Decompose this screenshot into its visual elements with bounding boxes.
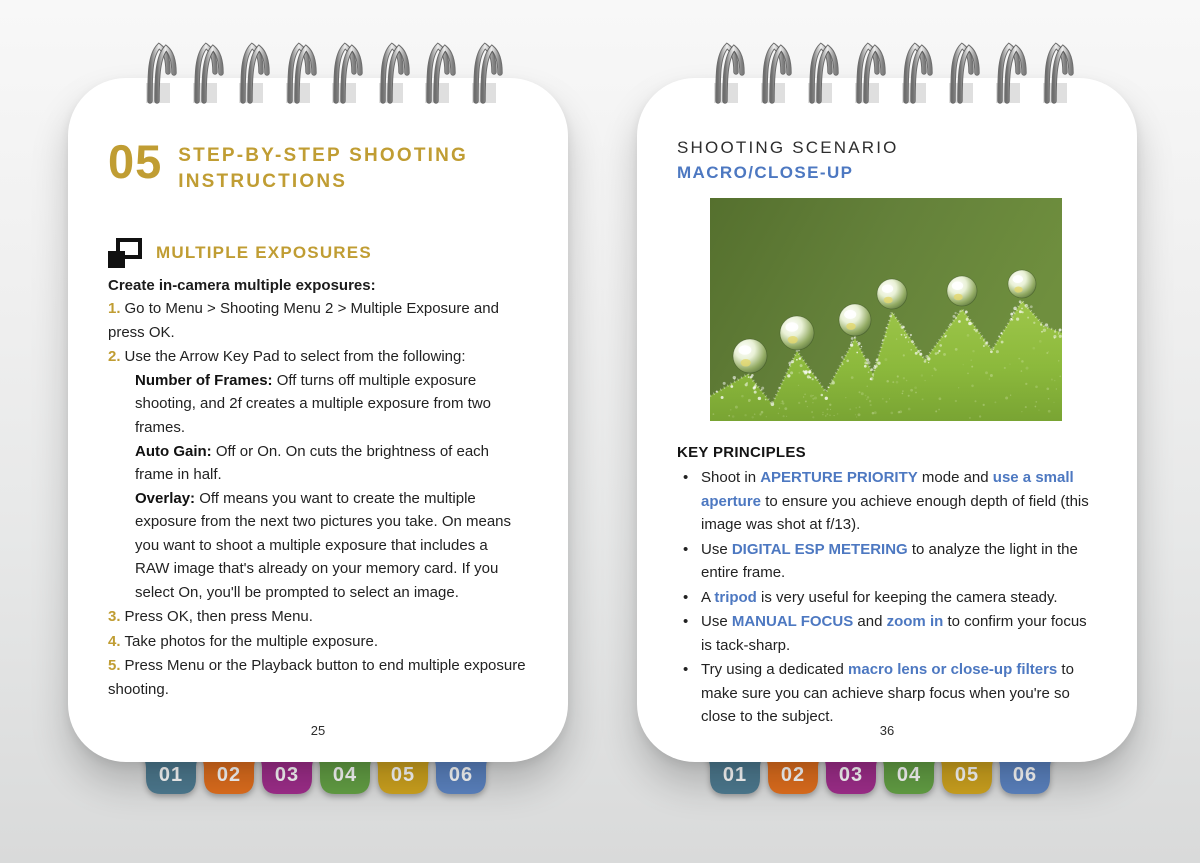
svg-text:03: 03 xyxy=(838,764,864,786)
chapter-number: 05 xyxy=(108,135,163,188)
step-item: 3. Press OK, then press Menu. xyxy=(108,608,313,626)
numbered-steps xyxy=(108,297,526,701)
step-detail: Overlay: Off means you want to create the multiple exposure from the next two pictures you take. On means you want to shoot a multiple exposure that includes a RAW image that's already on your memory card. If you select On, you'll be prompted to select an image. xyxy=(135,489,512,601)
water-droplet xyxy=(877,279,907,309)
water-droplet xyxy=(780,316,814,350)
page-number-left: 25 xyxy=(310,723,326,738)
key-principle-item: • A tripod is very useful for keeping the camera steady. xyxy=(677,586,1095,610)
step-number: 4. xyxy=(108,632,121,650)
section-intro: Create in-camera multiple exposures: xyxy=(108,277,376,295)
page-number-right: 36 xyxy=(879,723,895,738)
svg-text:01: 01 xyxy=(158,764,184,786)
svg-text:05: 05 xyxy=(954,764,980,786)
key-principles-heading: KEY PRINCIPLES xyxy=(677,444,806,461)
step-number: 2. xyxy=(108,348,121,366)
chapter-title: STEP-BY-STEP SHOOTING INSTRUCTIONS xyxy=(178,145,469,192)
water-droplet xyxy=(733,339,767,373)
water-droplet xyxy=(1008,270,1036,298)
water-droplet xyxy=(947,276,977,306)
section-title: MULTIPLE EXPOSURES xyxy=(156,243,372,263)
key-principle-item: • Use DIGITAL ESP METERING to analyze the light in the entire frame. xyxy=(677,538,1095,585)
svg-text:03: 03 xyxy=(274,764,300,786)
icon-frame-solid xyxy=(108,251,125,268)
svg-text:05: 05 xyxy=(390,764,416,786)
svg-text:02: 02 xyxy=(780,764,806,786)
svg-text:06: 06 xyxy=(1012,764,1038,786)
left-page xyxy=(68,78,568,762)
svg-text:04: 04 xyxy=(896,764,922,786)
step-detail: Auto Gain: Off or On. On cuts the brightness of each frame in half. xyxy=(135,442,490,484)
step-number: 1. xyxy=(108,300,121,318)
step-number: 3. xyxy=(108,608,121,626)
key-principle-item: • Try using a dedicated macro lens or close-up filters to make sure you can achieve sharp focus when you're so close to the subject. xyxy=(677,658,1095,729)
water-droplet xyxy=(839,304,871,336)
svg-text:02: 02 xyxy=(216,764,242,786)
step-item: 4. Take photos for the multiple exposure. xyxy=(108,632,378,650)
key-principles-list xyxy=(677,466,1095,729)
step-number: 5. xyxy=(108,657,121,675)
step-item: 5. Press Menu or the Playback button to end multiple exposure shooting. xyxy=(108,657,526,699)
svg-text:01: 01 xyxy=(722,764,748,786)
step-item: 1. Go to Menu > Shooting Menu 2 > Multiple Exposure and press OK. xyxy=(108,300,499,341)
multiple-exposures-icon xyxy=(108,238,142,268)
step-detail: Number of Frames: Off turns off multiple exposure shooting, and 2f creates a multiple exposure from two frames. xyxy=(135,371,492,437)
svg-text:06: 06 xyxy=(448,764,474,786)
svg-text:04: 04 xyxy=(332,764,358,786)
macro-waterdrops-photo xyxy=(710,198,1062,421)
key-principle-item: • Use MANUAL FOCUS and zoom in to confirm your focus is tack-sharp. xyxy=(677,610,1095,657)
scenario-kicker: SHOOTING SCENARIO xyxy=(677,138,899,157)
key-principle-item: • Shoot in APERTURE PRIORITY mode and use a small aperture to ensure you achieve enough depth of field (this image was shot at f/13). xyxy=(677,466,1095,537)
section-header xyxy=(108,238,526,268)
chapter-header xyxy=(108,78,526,194)
step-item: 2. Use the Arrow Key Pad to select from the following: xyxy=(108,348,466,366)
scenario-title: MACRO/CLOSE-UP xyxy=(677,163,854,182)
right-page xyxy=(637,78,1137,762)
